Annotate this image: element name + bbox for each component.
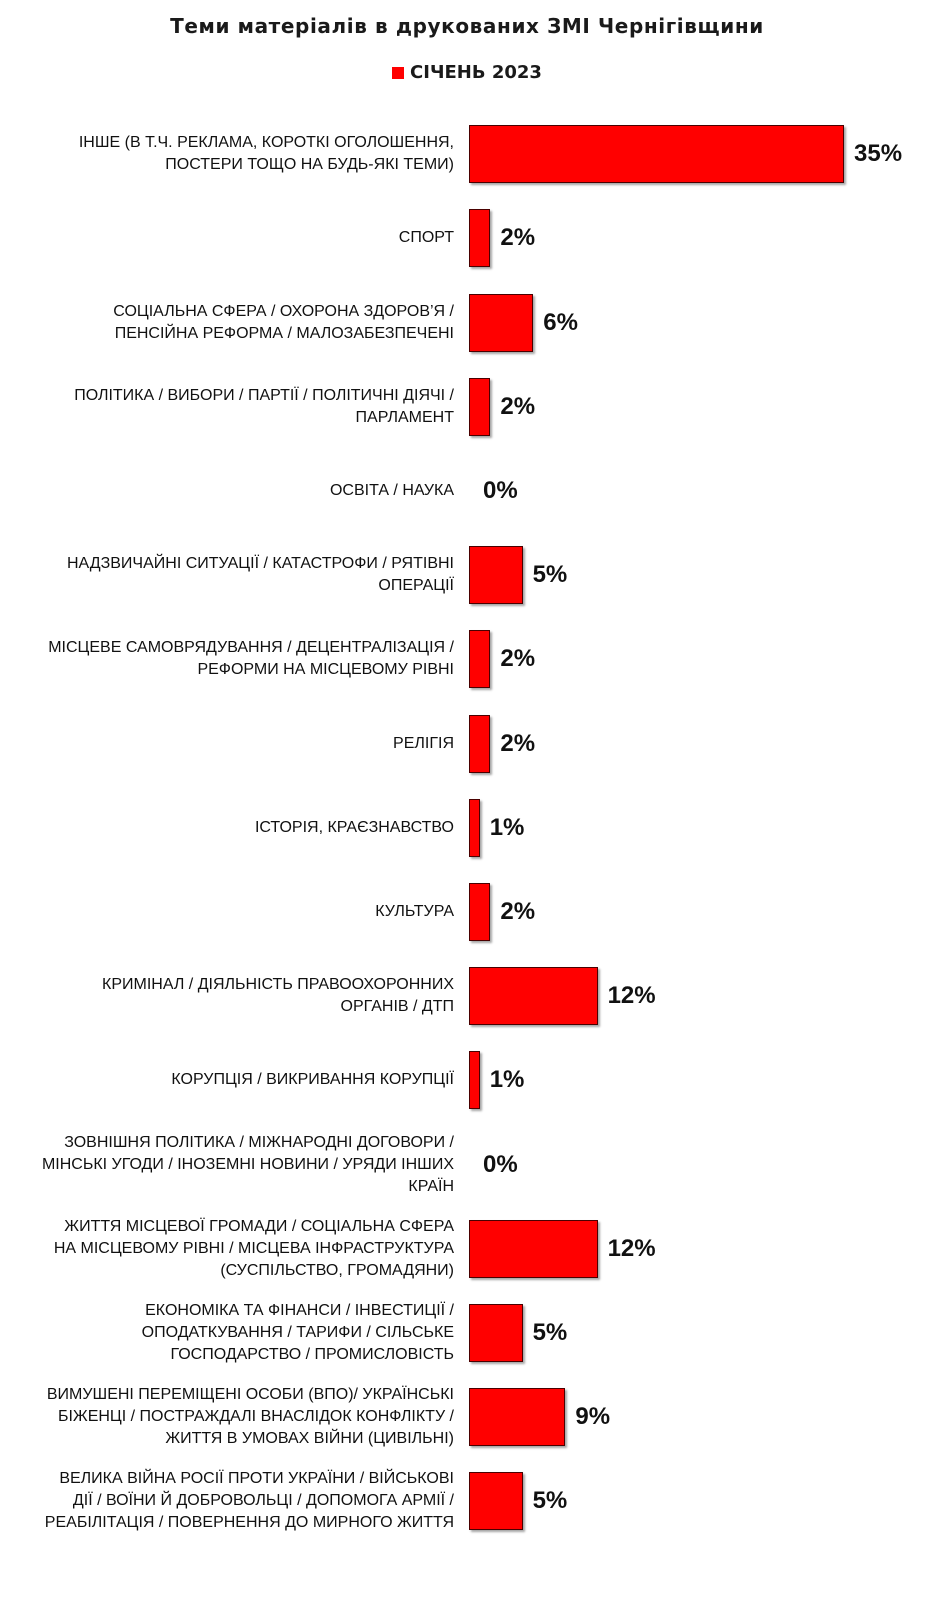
category-label: ІСТОРІЯ, КРАЄЗНАВСТВО xyxy=(254,818,454,836)
category-label: КРИМІНАЛ / ДІЯЛЬНІСТЬ ПРАВООХОРОННИХ ОРГАНІВ / ДТП xyxy=(102,976,454,1016)
category-label: ЕКОНОМІКА ТА ФІНАНСИ / ІНВЕСТИЦІЇ / ОПОДАТКУВАННЯ / ТАРИФИ / СІЛЬСЬКЕ ГОСПОДАРСТВО / ПРОМИСЛОВІСТЬ xyxy=(141,1301,454,1363)
value-label: 6% xyxy=(543,308,578,336)
bar xyxy=(469,125,844,183)
value-label: 12% xyxy=(607,1234,656,1262)
bar xyxy=(469,967,598,1025)
category-label: СОЦІАЛЬНА СФЕРА / ОХОРОНА ЗДОРОВ’Я / ПЕНСІЙНА РЕФОРМА / МАЛОЗАБЕЗПЕЧЕНІ xyxy=(113,302,454,342)
value-label: 35% xyxy=(854,140,903,168)
bar xyxy=(469,546,523,604)
bar xyxy=(469,1051,480,1109)
legend-label: СІЧЕНЬ 2023 xyxy=(410,62,542,83)
category-label: КУЛЬТУРА xyxy=(375,902,454,920)
legend-swatch xyxy=(392,67,404,79)
bar xyxy=(469,209,490,267)
category-label: МІСЦЕВЕ САМОВРЯДУВАННЯ / ДЕЦЕНТРАЛІЗАЦІЯ / РЕФОРМИ НА МІСЦЕВОМУ РІВНІ xyxy=(48,639,454,679)
value-label: 2% xyxy=(500,897,536,925)
value-label: 2% xyxy=(500,224,536,252)
value-label: 5% xyxy=(532,561,568,589)
bar xyxy=(469,715,490,773)
bar xyxy=(469,1472,523,1530)
legend xyxy=(0,62,934,83)
value-label: 2% xyxy=(500,729,536,757)
category-label: ПОЛІТИКА / ВИБОРИ / ПАРТІЇ / ПОЛІТИЧНІ ДІЯЧІ / ПАРЛАМЕНТ xyxy=(74,386,454,426)
value-label: 12% xyxy=(607,982,656,1010)
category-label: ВЕЛИКА ВІЙНА РОСІЇ ПРОТИ УКРАЇНИ / ВІЙСЬКОВІ ДІЇ / ВОЇНИ Й ДОБРОВОЛЬЦІ / ДОПОМОГА АРМІЇ / РЕАБІЛІТАЦІЯ / ПОВЕРНЕННЯ ДО МИРНОГО ЖИТТЯ xyxy=(44,1470,454,1532)
value-label: 2% xyxy=(500,392,536,420)
bar xyxy=(469,883,490,941)
value-label: 1% xyxy=(489,813,525,841)
bar xyxy=(469,1388,565,1446)
value-label: 5% xyxy=(532,1487,568,1515)
category-label: ЗОВНІШНЯ ПОЛІТИКА / МІЖНАРОДНІ ДОГОВОРИ / МІНСЬКІ УГОДИ / ІНОЗЕМНІ НОВИНИ / УРЯДИ ІНШИХ КРАЇН xyxy=(41,1133,454,1195)
bar xyxy=(469,799,480,857)
bar xyxy=(469,1220,598,1278)
bar xyxy=(469,630,490,688)
value-label: 0% xyxy=(483,476,518,504)
bar xyxy=(469,378,490,436)
category-label: СПОРТ xyxy=(398,229,454,247)
chart-title: Теми матеріалів в друкованих ЗМІ Чернігівщини xyxy=(170,14,764,38)
value-label: 9% xyxy=(575,1403,611,1431)
category-label: ОСВІТА / НАУКА xyxy=(329,481,454,499)
category-label: ВИМУШЕНІ ПЕРЕМІЩЕНІ ОСОБИ (ВПО)/ УКРАЇНСЬКІ БІЖЕНЦІ / ПОСТРАЖДАЛІ ВНАСЛІДОК КОНФЛІКТУ / ЖИТТЯ В УМОВАХ ВІЙНИ (ЦИВІЛЬНІ) xyxy=(46,1386,454,1448)
value-label: 1% xyxy=(489,1066,525,1094)
value-label: 2% xyxy=(500,645,536,673)
category-label: ІНШЕ (В Т.Ч. РЕКЛАМА, КОРОТКІ ОГОЛОШЕННЯ, ПОСТЕРИ ТОЩО НА БУДЬ-ЯКІ ТЕМИ) xyxy=(78,134,454,174)
bar xyxy=(469,294,533,352)
category-label: РЕЛІГІЯ xyxy=(393,734,454,752)
category-label: ЖИТТЯ МІСЦЕВОЇ ГРОМАДИ / СОЦІАЛЬНА СФЕРА НА МІСЦЕВОМУ РІВНІ / МІСЦЕВА ІНФРАСТРУКТУРА (СУСПІЛЬСТВО, ГРОМАДЯНИ) xyxy=(53,1217,454,1279)
category-label: КОРУПЦІЯ / ВИКРИВАННЯ КОРУПЦІЇ xyxy=(171,1071,454,1089)
value-label: 0% xyxy=(483,1150,518,1178)
value-label: 5% xyxy=(532,1318,568,1346)
bar xyxy=(469,1304,523,1362)
category-label: НАДЗВИЧАЙНІ СИТУАЦІЇ / КАТАСТРОФИ / РЯТІВНІ ОПЕРАЦІЇ xyxy=(67,555,454,595)
